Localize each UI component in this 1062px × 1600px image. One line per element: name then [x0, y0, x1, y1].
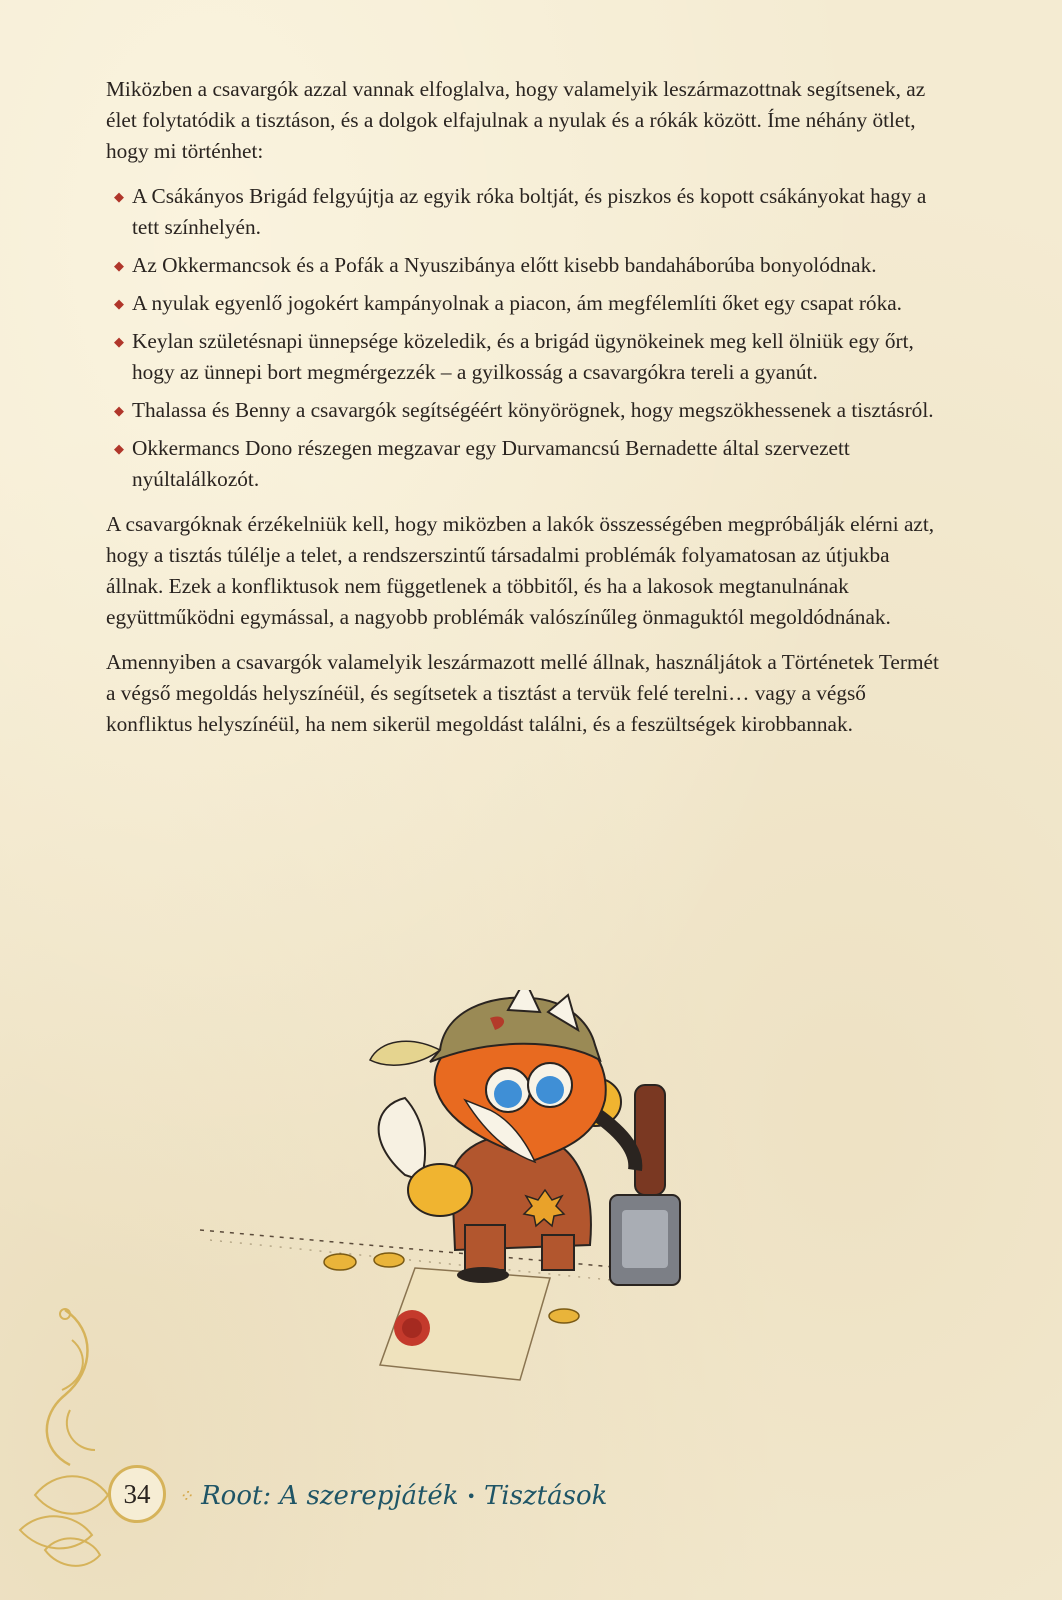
paragraph-societal-problems: A csavargóknak érzékelniük kell, hogy miközben a lakók összességében megpróbálják elérni azt, hogy a tisztás túlélje a telet, a rendszerszintű társadalmi problémák folyamatosan az útjukba állnak. Ezek a konfliktusok nem függetlenek a többitől, és ha a lakosok megtanulnának együttműködni egymással, a nagyobb problémák valószínűleg önmaguktól megoldódnának. — [106, 512, 935, 629]
list-item: ◆ Okkermancs Dono részegen megzavar egy Durvamancsú Bernadette által szervezett nyúltalálkozót. — [106, 433, 946, 495]
intro-paragraph: Miközben a csavargók azzal vannak elfoglalva, hogy valamelyik leszármazottnak segítsenek, az élet folytatódik a tisztáson, és a dolgok elfajulnak a nyulak és a rókák között. Íme néhány ötlet, hogy mi történhet: — [106, 77, 926, 163]
page-body — [106, 74, 946, 754]
separator: • — [466, 1486, 476, 1506]
paragraph-hall-of-stories: Amennyiben a csavargók valamelyik leszármazott mellé állnak, használjátok a Történetek Termét a végső megoldás helyszínéül, és segítsetek a tisztást a tervük felé terelni… vagy a végső konfliktus helyszínéül, ha nem sikerül megoldást találni, és a feszültségek kirobbannak. — [106, 650, 939, 736]
diamond-bullet-icon: ◆ — [114, 334, 124, 349]
diamond-bullet-icon: ◆ — [114, 189, 124, 204]
dots-icon: ⁘ — [178, 1485, 194, 1507]
list-item: ◆ A nyulak egyenlő jogokért kampányolnak a piacon, ám megfélemlíti őket egy csapat róka. — [106, 288, 946, 319]
idea-list — [106, 181, 946, 495]
diamond-bullet-icon: ◆ — [114, 441, 124, 456]
list-item: ◆ Az Okkermancsok és a Pofák a Nyuszibánya előtt kisebb bandaháborúba bonyolódnak. — [106, 250, 946, 281]
chapter-title: Tisztások — [483, 1481, 608, 1511]
diamond-bullet-icon: ◆ — [114, 403, 124, 418]
leaf-flourish-icon — [0, 1300, 200, 1600]
diamond-bullet-icon: ◆ — [114, 296, 124, 311]
fox-illustration — [190, 990, 690, 1400]
book-title: Root: A szerepjáték — [201, 1481, 459, 1511]
page-number: 34 — [108, 1465, 166, 1523]
list-item: ◆ A Csákányos Brigád felgyújtja az egyik róka boltját, és piszkos és kopott csákányokat hagy a tett színhelyén. — [106, 181, 946, 243]
list-item: ◆ Keylan születésnapi ünnepsége közeledik, és a brigád ügynökeinek meg kell ölniük egy őrt, hogy az ünnepi bort megmérgezzék – a gyilkosság a csavargókra tereli a gyanút. — [106, 326, 946, 388]
list-item: ◆ Thalassa és Benny a csavargók segítségéért könyörögnek, hogy megszökhessenek a tisztásról. — [106, 395, 946, 426]
diamond-bullet-icon: ◆ — [114, 258, 124, 273]
running-head — [178, 1476, 607, 1516]
